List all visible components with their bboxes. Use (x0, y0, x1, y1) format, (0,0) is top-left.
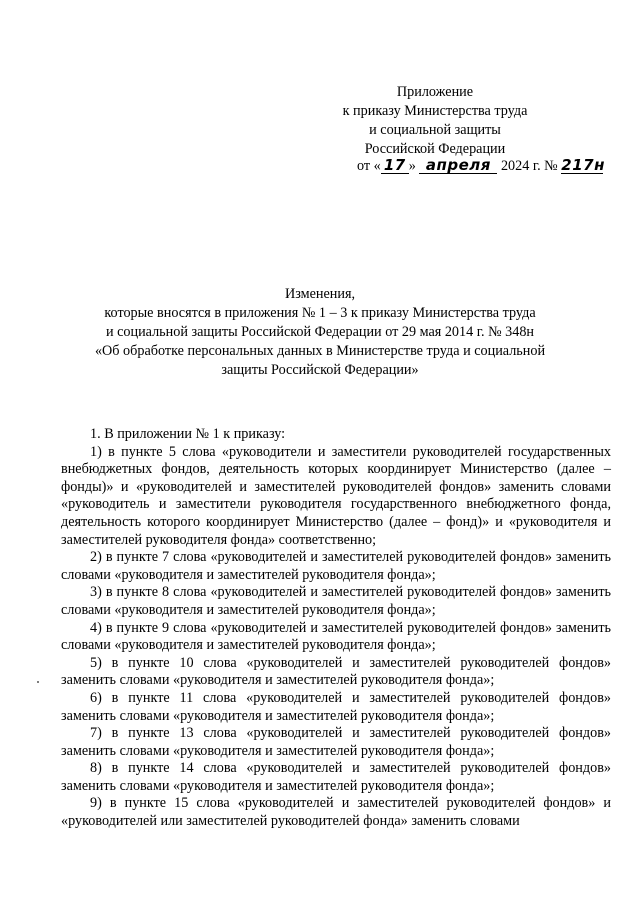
paragraph-item-4: 4) в пункте 9 слова «руководителей и заместителей руководителей фондов» заменить словами «руководителя и заместителей руководителя фонда»; (61, 619, 611, 654)
document-title (70, 285, 570, 380)
title-heading: Изменения, (284, 286, 356, 302)
paragraph-item-8: 8) в пункте 14 слова «руководителей и заместителей руководителей фондов» заменить словами «руководителя и заместителей руководителя фонда»; (61, 760, 611, 794)
order-date-line (357, 157, 617, 176)
title-line-4: «Об обработке персональных данных в Министерстве труда и социальной (94, 343, 546, 359)
title-line-5: защиты Российской Федерации» (221, 362, 419, 378)
paragraph-item-3: 3) в пункте 8 слова «руководителей и заместителей руководителей фондов» заменить словами «руководителя и заместителей руководителя фонда»; (61, 584, 611, 618)
appendix-header (330, 83, 540, 159)
paragraph-item-1: 1) в пункте 5 слова «руководители и заместители руководителей государственных внебюджетных фондов, деятельность которых координирует Министерство (далее – фонды)» и «руководителей и заместителей руководителей фондов» заменить словами «руководитель и заместители руководителя государственного внебюджетного фонда, деятельность которого координирует Министерство (далее – фонд)» и «руководителя и заместителей руководителя фонда» соответственно; (61, 443, 611, 548)
title-line-2: которые вносятся в приложения № 1 – 3 к приказу Министерства труда (104, 305, 536, 321)
date-day-close: » (408, 158, 416, 174)
appendix-country-line: Российской Федерации (364, 141, 506, 157)
paragraph-item-7: 7) в пункте 13 слова «руководителей и заместителей руководителей фондов» заменить словами «руководителя и заместителей руководителя фонда»; (61, 725, 611, 759)
document-body (61, 426, 611, 831)
paragraph-item-2: 2) в пункте 7 слова «руководителей и заместителей руководителей фондов» заменить словами «руководителя и заместителей руководителя фонда»; (61, 549, 611, 583)
paragraph-item-5: 5) в пункте 10 слова «руководителей и заместителей руководителей фондов» заменить словами «руководителя и заместителей руководителя фонда»; (61, 654, 611, 689)
paragraph-item-9: 9) в пункте 15 слова «руководителей и заместителей руководителей фондов» и «руководителей или заместителей руководителей фонда» заменить словами (61, 795, 611, 830)
appendix-order-line: к приказу Министерства труда (342, 103, 528, 119)
handwritten-day: 17 (381, 157, 409, 174)
paragraph-item-6: 6) в пункте 11 слова «руководителей и заместителей руководителей фондов» заменить словами «руководителя и заместителей руководителя фонда»; (61, 689, 611, 724)
date-year: 2024 г. № (500, 158, 558, 174)
handwritten-month: апреля (419, 157, 497, 174)
appendix-ministry-line: и социальной защиты (369, 122, 501, 138)
date-prefix: от « (357, 158, 381, 174)
handwritten-number: 217н (561, 156, 605, 174)
scan-speck (37, 681, 39, 683)
appendix-label: Приложение (396, 84, 474, 100)
title-line-3: и социальной защиты Российской Федерации от 29 мая 2014 г. № 348н (105, 324, 535, 340)
section-1-heading: 1. В приложении № 1 к приказу: (90, 426, 286, 442)
